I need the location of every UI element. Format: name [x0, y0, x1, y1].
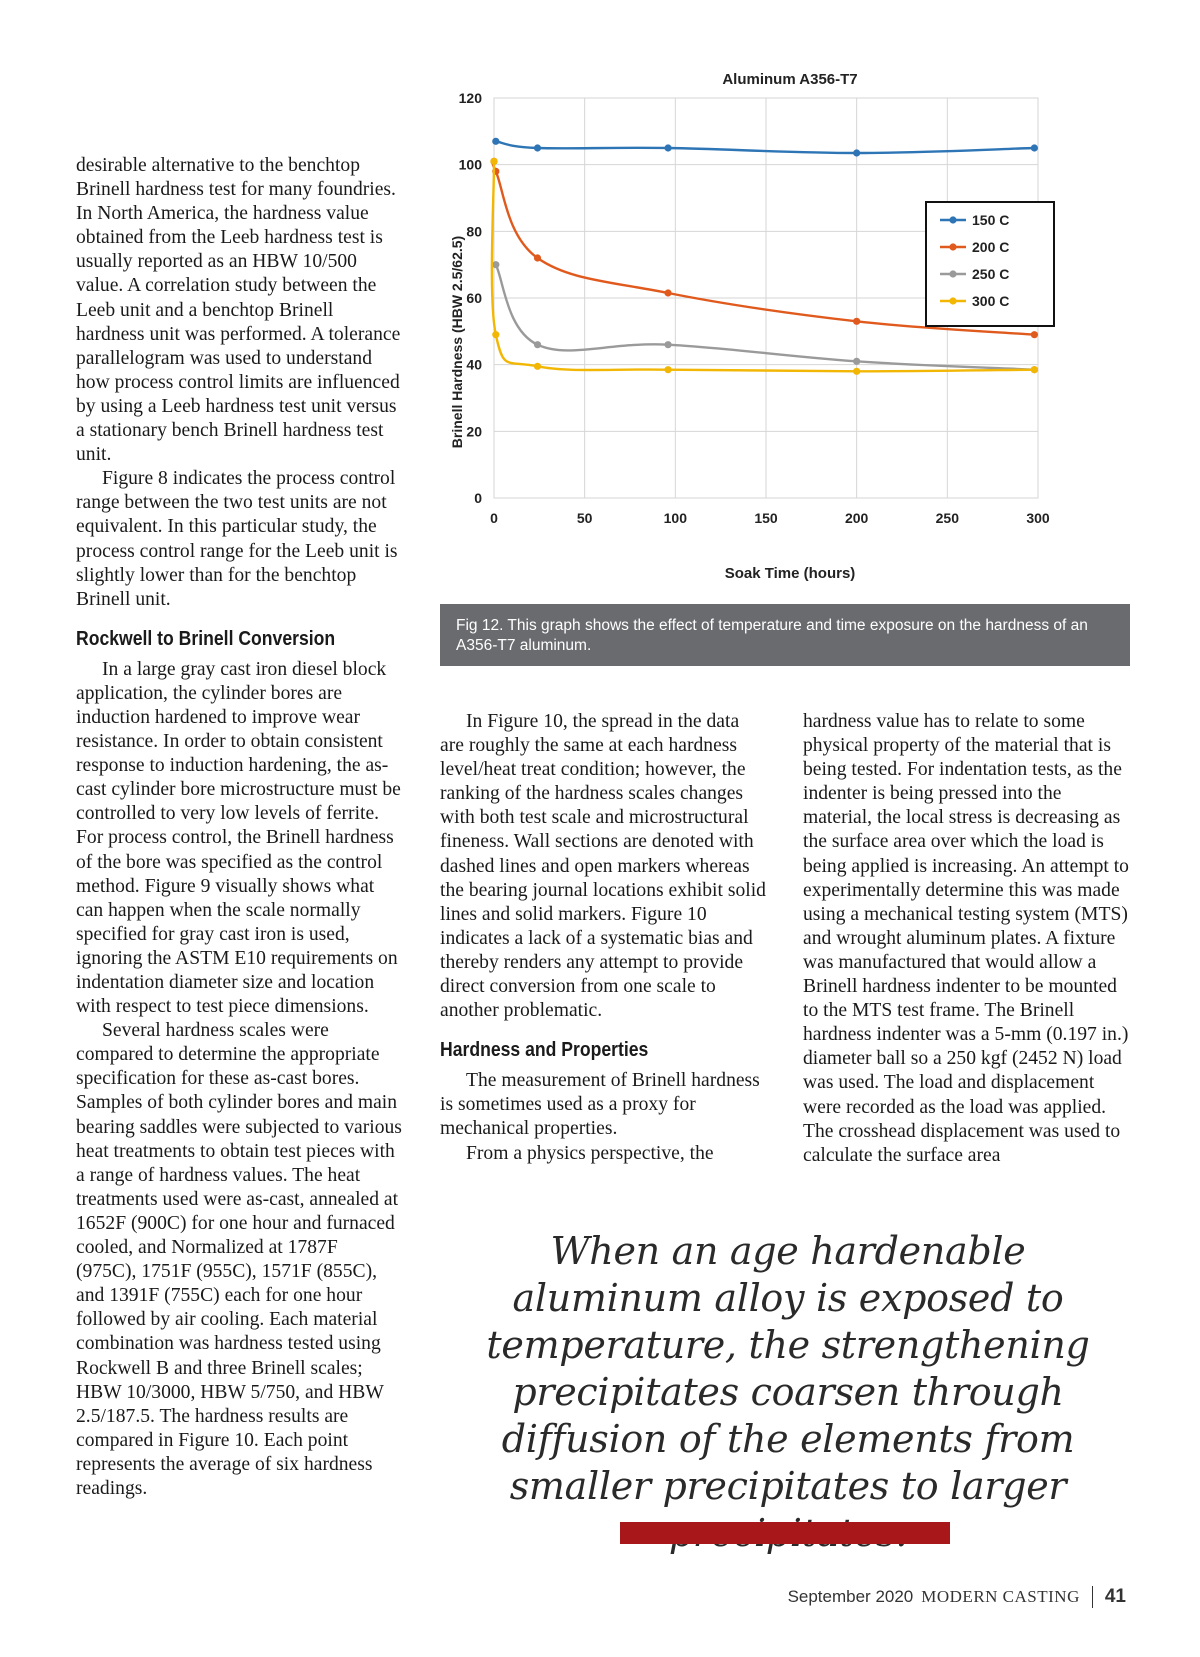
chart-legend	[926, 202, 1054, 326]
data-point	[1031, 144, 1038, 151]
data-point	[534, 254, 541, 261]
page-footer	[788, 1584, 1126, 1610]
paragraph: In a large gray cast iron diesel block application, the cylinder bores are induction hardened to improve wear resistance. In order to obtain consistent response to induction hardening, the as-cast cylinder bore microstructure must be controlled to very low levels of ferrite. For process control, the Brinell hardness of the bore was specified as the control method. Figure 9 visually shows what can happen when the scale normally specified for gray cast iron is used, ignoring the ASTM E10 requirements on indentation diameter size and location with respect to test piece dimensions.	[76, 658, 401, 1018]
footer-divider	[1092, 1586, 1093, 1608]
legend-swatch-marker	[949, 243, 956, 250]
data-point	[1031, 366, 1038, 373]
y-tick-label: 80	[466, 223, 482, 240]
y-tick-label: 60	[466, 290, 482, 306]
chart-y-axis-label: Brinell Hardness (HBW 2.5/62.5)	[449, 235, 465, 449]
data-point	[534, 144, 541, 151]
data-point	[534, 341, 541, 348]
legend-swatch-marker	[949, 297, 956, 304]
data-point	[492, 261, 499, 268]
paragraph: The measurement of Brinell hardness is sometimes used as a proxy for mechanical properties.	[440, 1070, 760, 1140]
issue-date: September 2020	[787, 1587, 914, 1606]
text-column-right	[803, 710, 1130, 1168]
y-tick-label: 20	[466, 423, 482, 440]
data-point	[853, 368, 860, 375]
data-point	[664, 341, 671, 348]
legend-label: 200 C	[972, 239, 1010, 255]
data-point	[1031, 331, 1038, 338]
y-tick-label: 0	[474, 490, 482, 506]
x-tick-label: 300	[1026, 510, 1050, 526]
x-tick-label: 200	[844, 510, 869, 526]
paragraph: From a physics perspective, the	[466, 1142, 714, 1164]
x-tick-label: 100	[663, 510, 688, 526]
text-column-left	[76, 154, 403, 1501]
text-column-middle	[440, 710, 767, 1166]
data-point	[664, 289, 671, 296]
data-point	[664, 366, 671, 373]
paragraph: Figure 8 indicates the process control range between the two test units are not equivalent. In this particular study, the process control range for the Leeb unit is slightly lower than for the benchtop Brinell unit.	[76, 468, 398, 610]
legend-label: 250 C	[972, 266, 1010, 282]
data-point	[853, 149, 860, 156]
legend-swatch-marker	[949, 216, 956, 223]
data-point	[492, 138, 499, 145]
chart-svg	[440, 62, 1130, 602]
data-point	[490, 158, 497, 165]
figure-caption: Fig 12. This graph shows the effect of temperature and time exposure on the hardness of an A356-T7 aluminum.	[440, 604, 1130, 666]
paragraph: In Figure 10, the spread in the data are roughly the same at each hardness level/heat treat condition; however, the ranking of the hardness scales changes with both test scale and microstructural fineness. Wall sections are denoted with dashed lines and open markers whereas the bearing journal locations exhibit solid lines and solid markers. Figure 10 indicates a lack of a systematic bias and thereby renders any attempt to provide direct conversion from one scale to another problematic.	[440, 711, 766, 1022]
section-heading: Rockwell to Brinell Conversion	[76, 627, 336, 650]
data-point	[534, 363, 541, 370]
chart-x-axis-label: Soak Time (hours)	[724, 565, 856, 582]
x-tick-label: 0	[490, 510, 498, 526]
paragraph: desirable alternative to the benchtop Brinell hardness test for many foundries. In North America, the hardness value obtained from the Leeb hardness test is usually reported as an HBW 10/500 value. A correlation study between the Leeb unit and a benchtop Brinell hardness unit was performed. A tolerance parallelogram was used to understand how process control limits are influenced by using a Leeb hardness test unit versus a stationary bench Brinell hardness test unit.	[76, 155, 401, 466]
data-point	[853, 318, 860, 325]
chart-title: Aluminum A356-T7	[722, 71, 858, 88]
pull-quote: When an age hardenable aluminum alloy is exposed to temperature, the strengthening precipitates coarsen through diffusion of the elements from smaller precipitates to larger	[486, 1229, 1090, 1508]
data-point	[492, 331, 499, 338]
page-number: 41	[1104, 1586, 1126, 1607]
legend-label: 150 C	[972, 212, 1010, 228]
x-tick-label: 150	[754, 510, 778, 526]
y-tick-label: 100	[458, 156, 482, 173]
y-tick-label: 120	[458, 90, 482, 106]
x-tick-label: 250	[935, 510, 960, 526]
paragraph: Several hardness scales were compared to determine the appropriate specification for these as-cast bores. Samples of both cylinder bores and main bearing saddles were subjected to various heat treatments to obtain test pieces with a range of hardness values. The heat treatments used were as-cast, annealed at 1652F (900C) for one hour and furnaced cooled, and Normalized at 1787F (975C), 1751F (955C), 1571F (855C), and 1391F (755C) each for one hour followed by air cooling. Each material combination was hardness tested using Rockwell B and three Brinell scales; HBW 10/3000, HBW 5/750, and HBW 2.5/187.5. The hardness results are compared in Figure 10. Each point represents the average of six hardness readings.	[76, 1020, 402, 1499]
hardness-chart	[440, 62, 1130, 602]
y-tick-label: 40	[466, 356, 482, 373]
series-line	[496, 141, 1035, 153]
magazine-name: MODERN CASTING	[921, 1587, 1080, 1606]
section-heading: Hardness and Properties	[440, 1039, 649, 1062]
legend-swatch-marker	[949, 270, 956, 277]
paragraph: hardness value has to relate to some physical property of the material that is being tested. For indentation tests, as the indenter is being pressed into the material, the local stress is decreasing as the surface area over which the load is being applied is increasing. An attempt to experimentally determine this was made using a mechanical testing system (MTS) and wrought aluminum plates. A fixture was manufactured that would allow a Brinell hardness indenter to be mounted to the MTS test frame. The Brinell hardness indenter was a 5-mm (0.197 in.) diameter ball so a 250 kgf (2452 N) load was used. The load and displacement were recorded as the load was applied. The crosshead displacement was used to calculate the surface area	[803, 711, 1129, 1166]
pull-quote-accent-bar	[620, 1522, 950, 1544]
legend-label: 300 C	[972, 293, 1010, 309]
data-point	[853, 358, 860, 365]
data-point	[664, 144, 671, 151]
x-tick-label: 50	[576, 510, 593, 526]
